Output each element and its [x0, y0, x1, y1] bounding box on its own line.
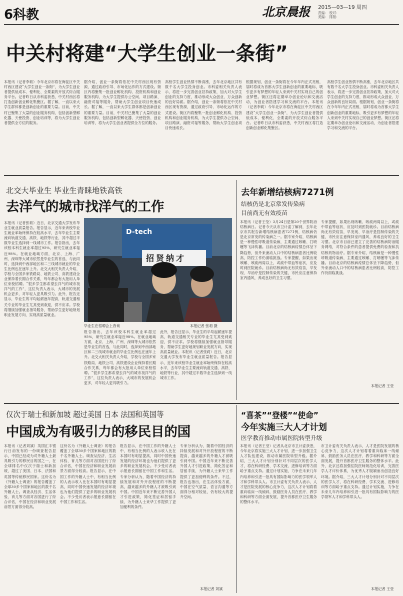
story5-byline: 本报记者 刘斌 [200, 587, 223, 591]
story1-col1: 本报讯（记者李莉）今年北京市将在海淀区中关村西区建设“大学生创业一条街”，为大学生创业者提供低成本、便利化、全要素的开放式综合服务平台。记者昨日从市科委获悉，中关村西区将打造创新创业孵化集聚区。据了解，一直以来大学生群体都是创新创业的重要力量。目前，中关村已聚集了大量的创业服务机构，包括创新型孵化器、天使投资、创业培训等，将为大学生创业者提供全方位的服务。 [4, 80, 80, 125]
story1-bottom-rule [4, 175, 399, 176]
column-divider-bottom [236, 405, 237, 593]
graduate-photo-image [84, 218, 232, 322]
story1-col5: 高校学生创业热情不断高涨，去年北京地区共有数千名大学生投身创业。市科委相关负责人表示，将进一步完善创业扶持政策，加大对大学生创业的支持力度，推动形成大众创业、万众创新的良好局面。根据规划，创业一条街将在今年年内正式亮相，届时将成为首都大学生创新创业的重要地标，吸引更多有梦想的年轻人来到中关村实现自己的创业梦想。街区还将定期举办创业论坛和交流活动，为创业者搭建学习和交流的平台。 [327, 80, 399, 130]
masthead-logo: 北京晨报 [262, 5, 311, 19]
story3-byline: 本报记者 王莹 [371, 384, 394, 388]
story1-headline: 中关村将建“大学生创业一条街” [6, 42, 289, 65]
story4-col1: 本报讯（记者王莹）记者从北京市卫计委获悉，今年北京将实施三大人才计划，进一步加强卫生人才队伍建设，推动市属医院转型升级。据介绍，三大人才计划分别针对不同层次的医学人才，将在科研经费、学术交流、进修培训等方面给予重点支持。通过计划实施，力争在未来几年内培养和引进一批具有国际影响力的医学领军人才和学科带头人。市卫计委有关负责人表示，人才是医院发展的核心竞争力，这次人才计划将着重向临床一线倾斜，鼓励医务人员在医疗、教学和科研等方面全面发展，提升首都医疗卫生服务的整体水平。 [240, 444, 317, 505]
story2-headline: 去洋气的城市找洋气的工作 [6, 200, 165, 215]
photo-banner-sign: 招贤纳才 [146, 254, 186, 263]
story5-col1: 本报讯（记者刘斌）英国汇丰银行日前发布的一份调查报告显示，中国已经成为对外籍人士最具吸引力的移民目的国之一，在全球排名中仅次于瑞士和新加坡，超过了美国、日本、法国和英国等传统移民国家。这份名为《外籍人士调查》的报告覆盖了全球30多个国家和地区的数千名外籍人士。调查从经济、生活体验、育儿等方面对各国进行了综合评估，中国在经济和职业发展前景方面得分较高。 [4, 444, 56, 510]
story2-kicker: 北交大毕业生 毕业生青睐地铁高铁 [6, 186, 123, 195]
story2-col2: 报告指出，去年该校本科生就业率超过95%，研究生就业率接近98%。在就业地域方面，北京、上海、广州、深圳等大城市依然是毕业生的首选，与此同时，选择到中西部地区和二三线城市就业的毕业生比例也在逐年上升。北交大相关负责人介绍，学校与全国多家铁路局、地铁公司、高铁建设企业保持着长期合作关系，每年都会有大批用人单位来校招聘。“很多学生都希望去洋气的城市找洋气的工作”，这位负责人表示，大城市的发展机会更多，对年轻人更具吸引力。 [84, 330, 156, 385]
story2-col3: 此外，报告还显示，毕业生的平均起薪逐年提高，轨道交通相关专业的毕业生尤其受到欢迎，供不应求。学校将继续加强就业指导服务，帮助学生更好地规划职业发展方向，实现高质量就业。本报讯（记者张莉）近日，北京交通大学发布毕业生就业质量报告。报告显示，近年来该校毕业生就业率始终保持在较高水平，去年毕业生主要流向轨道交通、高铁、地铁等行业，其中超过半数毕业生选择到一线城市工作。 [160, 330, 232, 380]
story5-kicker: 仅次于瑞士和新加坡 超过美国 日本 法国和英国等 [6, 410, 164, 419]
section-name: 科教 [13, 8, 40, 23]
header-rule [4, 24, 399, 25]
story5-col4: 专家分析认为，随着中国经济的持续发展和对外开放程度的不断提高，越来越多的外籍人才被吸引到中国。中国近年来不断完善外国人才引进政策，简化签证和居留手续，为外籍人士来华工作提供了更加便利的条件。不过，报告也指出，在生活体验方面，中国在空气质量、语言沟通等方面得分相对较低，仍有较大的提升空间。 [180, 444, 233, 499]
story5-headline: 中国成为有吸引力的移民目的国 [6, 425, 191, 440]
story1-col3: 高校学生创业热情不断高涨，去年北京地区共有数千名大学生投身创业。市科委相关负责人表示，将进一步完善创业扶持政策，加大对大学生创业的支持力度，推动形成大众创业、万众创新的良好局面。据介绍，创业一条街将依托中关村西区现有资源，通过政府引导、市场化运作的方式建设。街区内将聚集一批创业孵化机构、投资机构和创业服务机构，为大学生提供办公空间、项目路演、融资对接等服务，帮助大学生创业项目快速成长。 [165, 80, 242, 130]
section-header [4, 4, 39, 23]
story4-subhead: 医学教育推动市属医院转型升级 [241, 436, 323, 442]
photo-brand-sign: D-tech [126, 228, 153, 236]
editor-label: 责编： [318, 11, 329, 15]
story2-photo-credit: 本报记者 张莉 摄 [190, 324, 218, 328]
story5-col3: 报告显示，在中国工作的外籍人士中，有相当比例的人表示收入比在本国时有明显提高，同时中国快速发展的经济环境也为他们提供了更多的职业发展机会。不少受访者表示愿意长期留在中国工作和生活。专家分析认为，随着中国经济的持续发展和对外开放程度的不断提高，越来越多的外籍人才被吸引到中国。中国近年来不断完善外国人才引进政策，简化签证和居留手续，为外籍人士来华工作提供了更加便利的条件。 [120, 444, 176, 510]
proof-label: 校对： [329, 11, 340, 15]
story2-photo-caption: 毕业生在招聘会上咨询 [84, 324, 120, 328]
story4-headline1: “喜茶”“登楼”“使命” [241, 411, 319, 420]
section-number: 6 [4, 8, 14, 23]
story3-headline: 去年新增结核病7271例 [241, 188, 334, 198]
story3-col1: 本报讯（记者王莹）3月24日是第20个世界防治结核病日。记者今天从市卫计委了解到，去年北京市共报告新增结核病患者7271例，结核病仍是北京常发的传染病之一。据专家介绍，结核病是一种慢性呼吸道传染病，主要通过咳嗽、打喷嚏等飞沫传播。目前北京的结核病疫情总体呈下降趋势，但外来流动人口中的结核病患者比例较高，防控工作仍面临挑战。专家提醒，如果出现咳嗽、咳痰两周以上，或痰中带血等症状，应及时到医院就诊。目前结核病尚无有效疫苗，早发现、早治疗是控制传染的关键，市民应注意保持室内通风，养成良好的卫生习惯。 [240, 220, 317, 281]
story4-headline2: 今年实施三大人才计划 [241, 423, 327, 433]
story1-col4: 根据规划，创业一条街将在今年年内正式亮相，届时将成为首都大学生创新创业的重要地标，吸引更多有梦想的年轻人来到中关村实现自己的创业梦想。街区还将定期举办创业论坛和交流活动，为创业者搭建学习和交流的平台。本报讯（记者李莉）今年北京市将在海淀区中关村西区建设“大学生创业一条街”，为大学生创业者提供低成本、便利化、全要素的开放式综合服务平台。记者昨日从市科委获悉，中关村西区将打造创新创业孵化集聚区。 [246, 80, 323, 130]
story2-col1: 本报讯（记者张莉）近日，北京交通大学发布毕业生就业质量报告。报告显示，近年来该校毕业生就业率始终保持在较高水平，去年毕业生主要流向轨道交通、高铁、地铁等行业，其中超过半数毕业生选择到一线城市工作。报告指出，去年该校本科生就业率超过95%，研究生就业率接近98%。在就业地域方面，北京、上海、广州、深圳等大城市依然是毕业生的首选，与此同时，选择到中西部地区和二三线城市就业的毕业生比例也在逐年上升。北交大相关负责人介绍，学校与全国多家铁路局、地铁公司、高铁建设企业保持着长期合作关系，每年都会有大批用人单位来校招聘。“很多学生都希望去洋气的城市找洋气的工作”，这位负责人表示，大城市的发展机会更多，对年轻人更具吸引力。此外，报告还显示，毕业生的平均起薪逐年提高，轨道交通相关专业的毕业生尤其受到欢迎，供不应求。学校将继续加强就业指导服务，帮助学生更好地规划职业发展方向，实现高质量就业。 [4, 221, 80, 317]
story4-col2: 市卫计委有关负责人表示，人才是医院发展的核心竞争力，这次人才计划将着重向临床一线倾斜，鼓励医务人员在医疗、教学和科研等方面全面发展，提升首都医疗卫生服务的整体水平。此外，北京还将加强住院医师规范化培训，完善医学人才评价体系，为优秀人才脱颖而出创造良好环境。据介绍，三大人才计划分别针对不同层次的医学人才，将在科研经费、学术交流、进修培训等方面给予重点支持。通过计划实施，力争在未来几年内培养和引进一批具有国际影响力的医学领军人才和学科带头人。 [321, 444, 399, 499]
graduate-photo [84, 218, 232, 322]
editor-info [318, 11, 339, 20]
mid-rule [4, 403, 399, 404]
story1-col2: 据介绍，创业一条街将依托中关村西区现有资源，通过政府引导、市场化运作的方式建设。街区内将聚集一批创业孵化机构、投资机构和创业服务机构，为大学生提供办公空间、项目路演、融资对接等服务，帮助大学生创业项目快速成长。据了解，一直以来大学生群体都是创新创业的重要力量。目前，中关村已聚集了大量的创业服务机构，包括创新型孵化器、天使投资、创业培训等，将为大学生创业者提供全方位的服务。 [84, 80, 161, 125]
story5-col2: 这份名为《外籍人士调查》的报告覆盖了全球30多个国家和地区的数千名外籍人士。调查从经济、生活体验、育儿等方面对各国进行了综合评估，中国在经济和职业发展前景方面得分较高。报告显示，在中国工作的外籍人士中，有相当比例的人表示收入比在本国时有明显提高，同时中国快速发展的经济环境也为他们提供了更多的职业发展机会。不少受访者表示愿意长期留在中国工作和生活。 [60, 444, 116, 505]
typeset-label: 排版： [329, 15, 340, 20]
story4-byline: 本报记者 王莹 [371, 587, 394, 591]
story3-col2: 专家提醒，如果出现咳嗽、咳痰两周以上，或痰中带血等症状，应及时到医院就诊。目前结核病尚无有效疫苗，早发现、早治疗是控制传染的关键，市民应注意保持室内通风，养成良好的卫生习惯。北京市目前已建立了完善的结核病防治服务网络，对符合条件的患者提供免费的检查和抗结核药物治疗。据专家介绍，结核病是一种慢性呼吸道传染病，主要通过咳嗽、打喷嚏等飞沫传播。目前北京的结核病疫情总体呈下降趋势，但外来流动人口中的结核病患者比例较高，防控工作仍面临挑战。 [321, 220, 399, 275]
art-editor-label: 美编： [318, 15, 329, 20]
story3-subhead1: 结核仍是北京常发传染病 [241, 202, 305, 208]
column-divider-right [236, 180, 237, 400]
story3-subhead2: 目前尚无有效疫苗 [241, 211, 288, 217]
issue-date: 2015—03—19 周四 [318, 5, 367, 11]
